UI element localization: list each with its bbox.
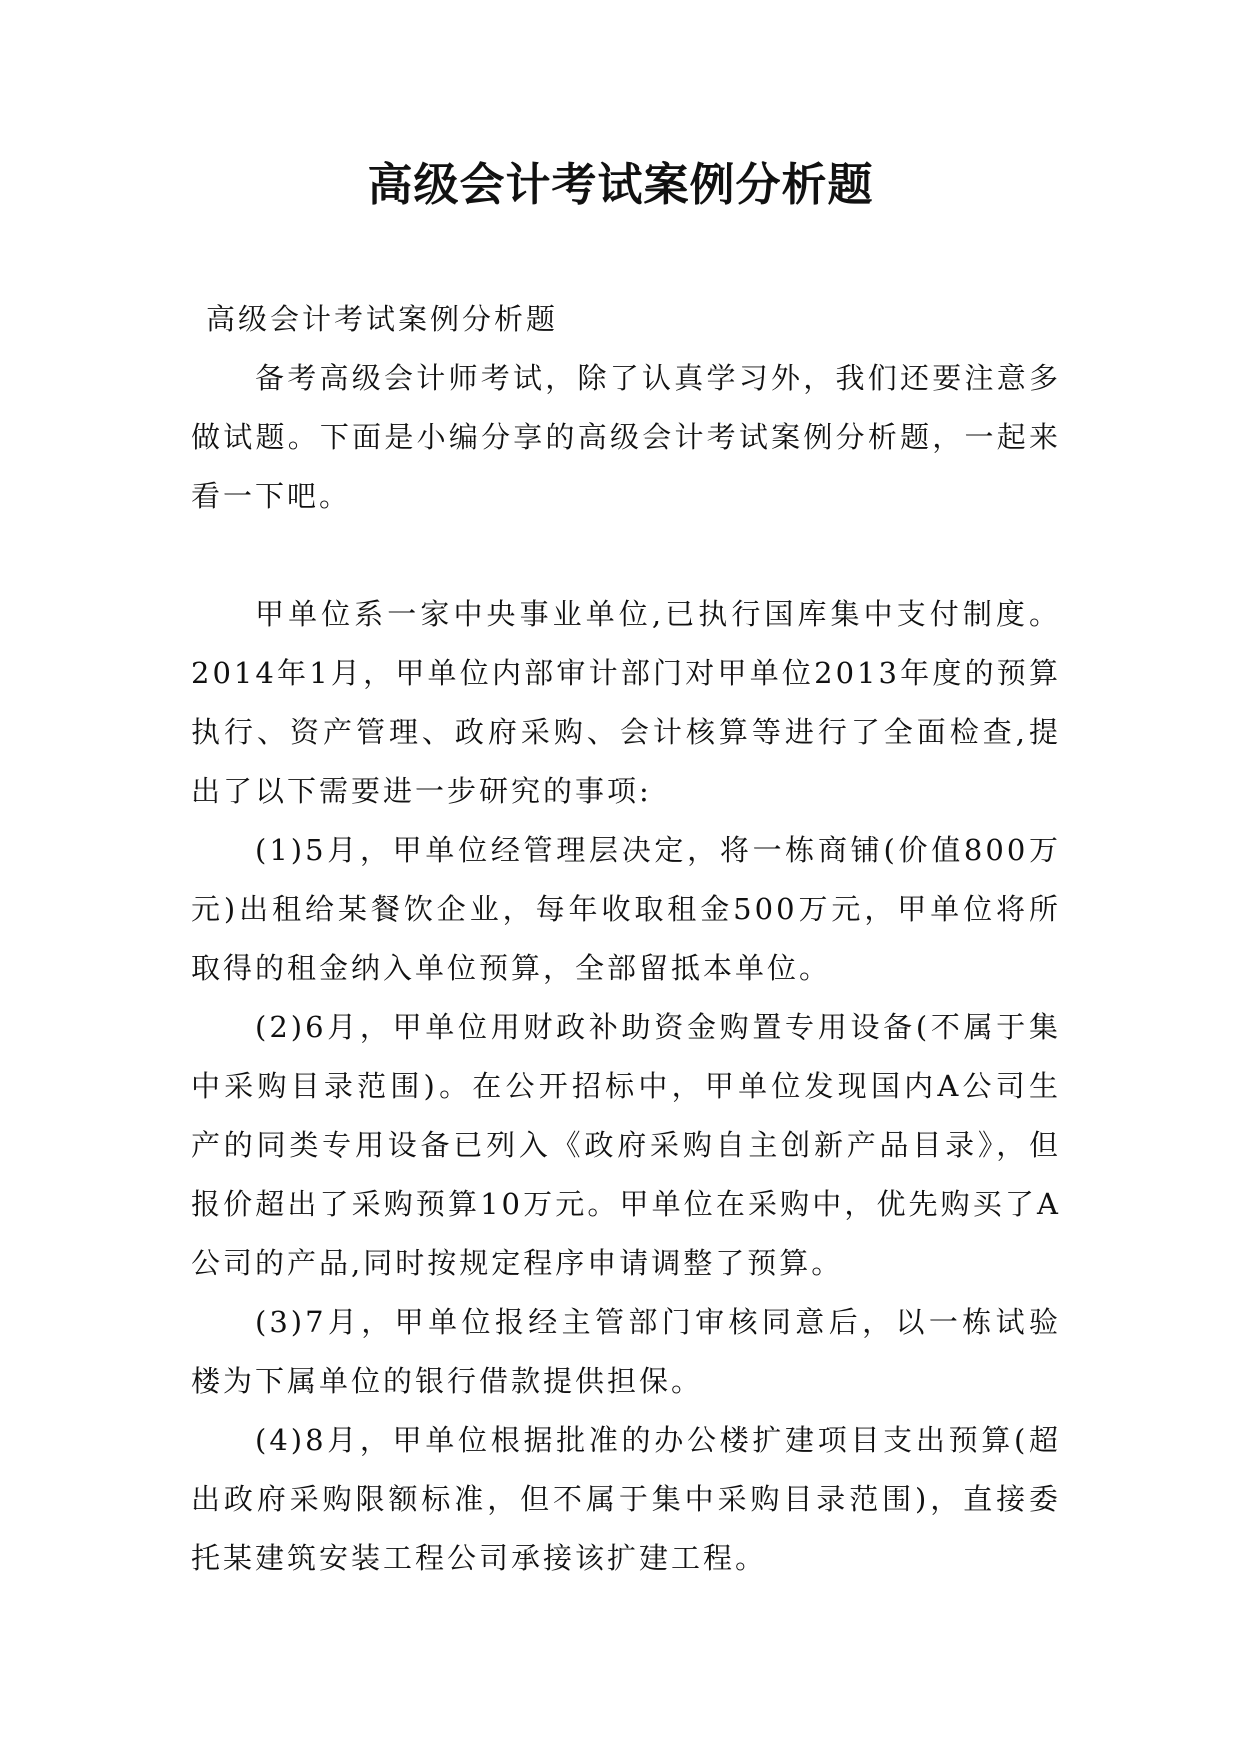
item-4-paragraph: (4)8月，甲单位根据批准的办公楼扩建项目支出预算(超出政府采购限额标准，但不属于集中采购目录范围)，直接委托某建筑安装工程公司承接该扩建工程。	[191, 1423, 1061, 1575]
document-title: 高级会计考试案例分析题	[367, 158, 874, 211]
intro-paragraph: 备考高级会计师考试，除了认真学习外，我们还要注意多做试题。下面是小编分享的高级会计考试案例分析题，一起来看一下吧。	[191, 361, 1061, 513]
item-3-paragraph: (3)7月，甲单位报经主管部门审核同意后，以一栋试验楼为下属单位的银行借款提供担保。	[191, 1305, 1061, 1398]
item-1-paragraph: (1)5月，甲单位经管理层决定，将一栋商铺(价值800万元)出租给某餐饮企业，每年收取租金500万元，甲单位将所取得的租金纳入单位预算，全部留抵本单位。	[191, 833, 1061, 985]
paragraph-spacer	[191, 526, 1061, 585]
document-subtitle: 高级会计考试案例分析题	[206, 302, 559, 336]
case-background-paragraph: 甲单位系一家中央事业单位,已执行国库集中支付制度。2014年1月，甲单位内部审计部门对甲单位2013年度的预算执行、资产管理、政府采购、会计核算等进行了全面检查,提出了以下需要进一步研究的事项:	[191, 597, 1061, 808]
item-2-paragraph: (2)6月，甲单位用财政补助资金购置专用设备(不属于集中采购目录范围)。在公开招标中，甲单位发现国内A公司生产的同类专用设备已列入《政府采购自主创新产品目录》，但报价超出了采购预算10万元。甲单位在采购中，优先购买了A公司的产品,同时按规定程序申请调整了预算。	[191, 1010, 1061, 1280]
document-body	[191, 290, 1061, 1588]
